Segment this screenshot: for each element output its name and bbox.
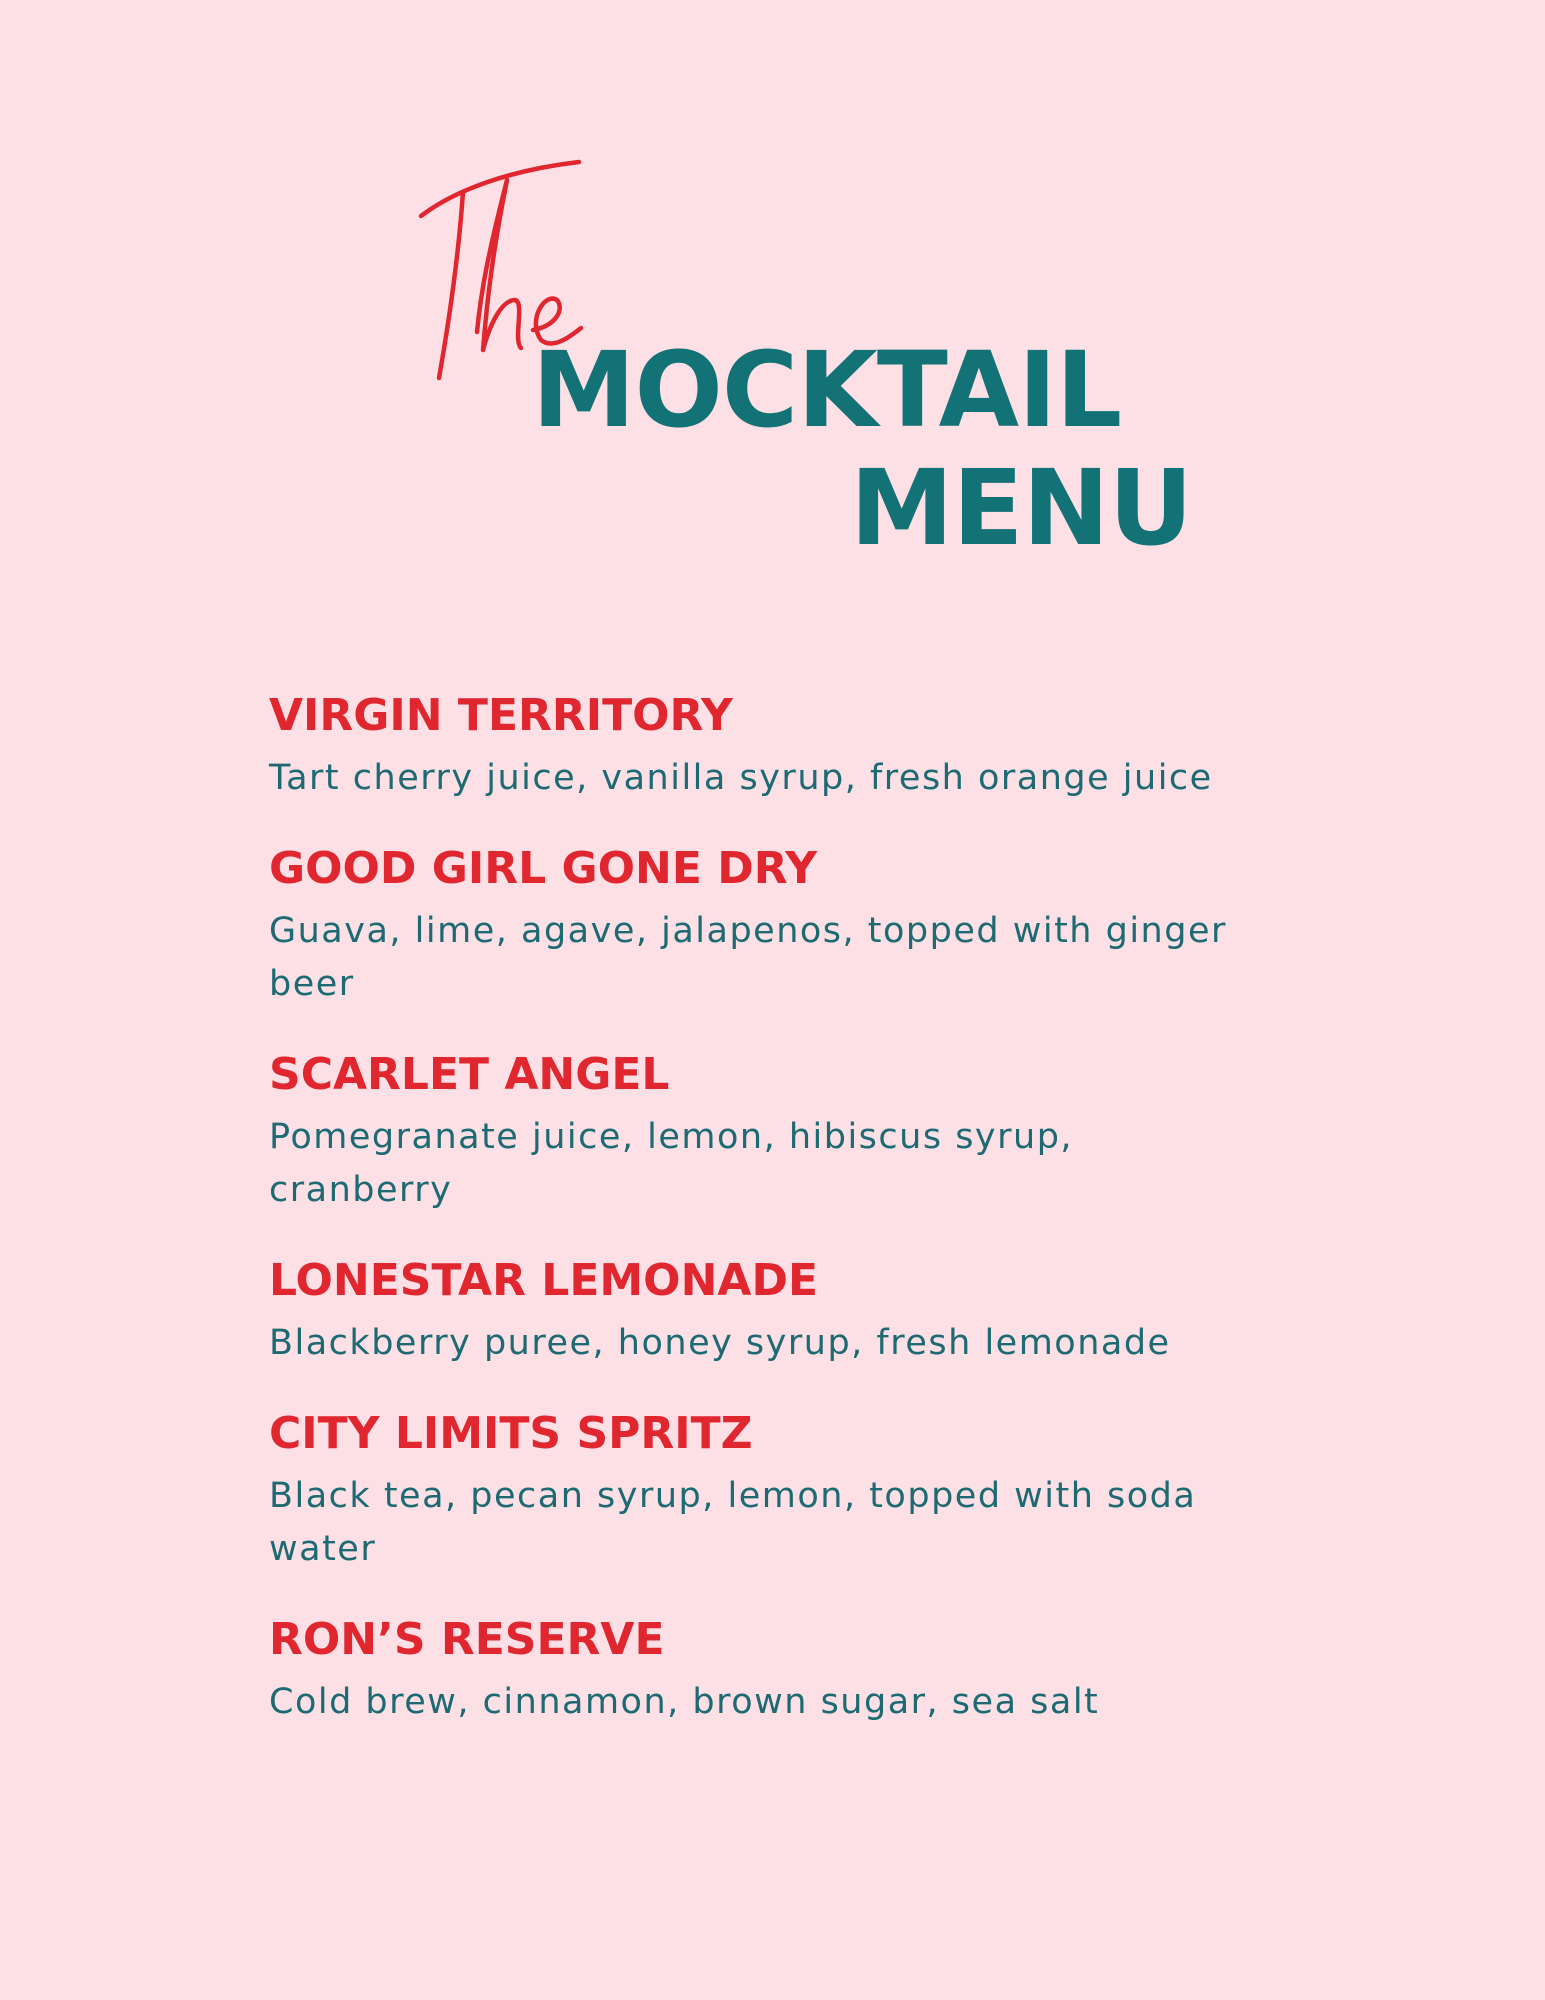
item-name: RON’S RESERVE: [269, 1614, 665, 1665]
item-description: Cold brew, cinnamon, brown sugar, sea salt: [269, 1682, 1100, 1722]
menu-item: [269, 843, 1269, 1011]
title-menu: MENU: [850, 447, 1193, 569]
item-description: Pomegranate juice, lemon, hibiscus syrup, cranberry: [269, 1117, 1074, 1210]
item-description: Blackberry puree, honey syrup, fresh lemonade: [269, 1323, 1171, 1363]
item-name: LONESTAR LEMONADE: [269, 1255, 819, 1306]
menu-item: [269, 1408, 1269, 1576]
item-name: SCARLET ANGEL: [269, 1049, 670, 1100]
item-description: Tart cherry juice, vanilla syrup, fresh orange juice: [269, 758, 1213, 798]
menu-item: [269, 1614, 1269, 1729]
item-name: VIRGIN TERRITORY: [269, 690, 733, 741]
item-name: GOOD GIRL GONE DRY: [269, 843, 818, 894]
menu-item: [269, 1255, 1269, 1370]
item-name: CITY LIMITS SPRITZ: [269, 1408, 753, 1459]
drink-list: [269, 690, 1269, 1767]
menu-item: [269, 1049, 1269, 1217]
item-description: Guava, lime, agave, jalapenos, topped with ginger beer: [269, 911, 1227, 1004]
title-mocktail: MOCKTAIL: [532, 329, 1122, 451]
item-description: Black tea, pecan syrup, lemon, topped with soda water: [269, 1476, 1197, 1569]
menu-item: [269, 690, 1269, 805]
